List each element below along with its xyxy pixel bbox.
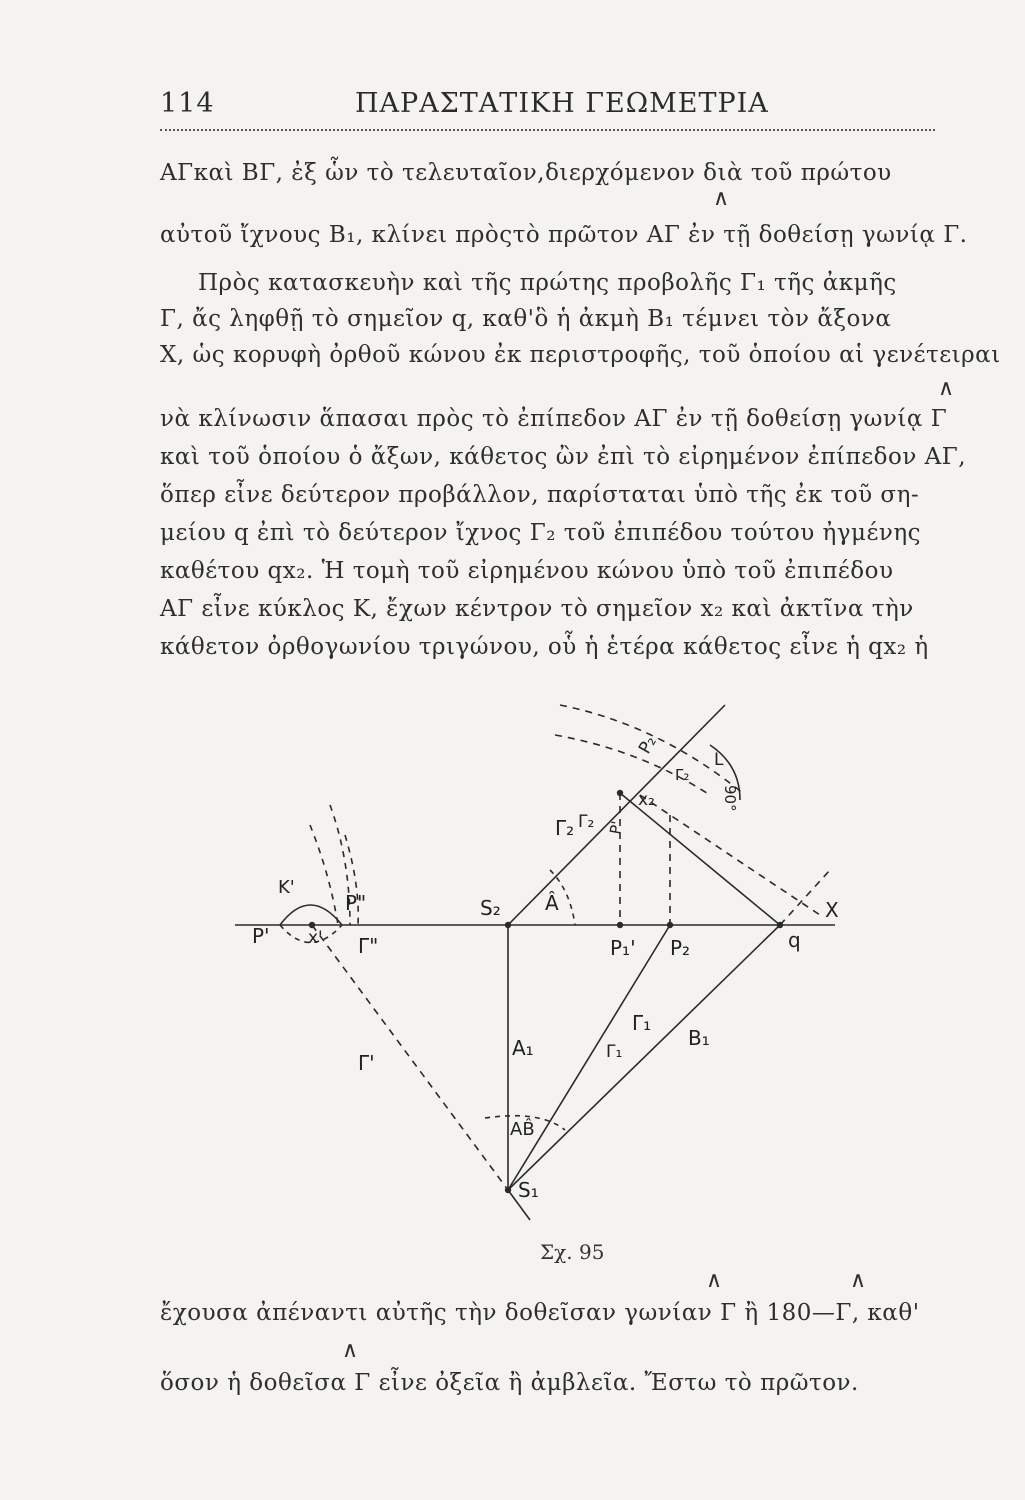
text-line: Γ, ἄς ληφθῇ τὸ σημεῖον q, καθ'ὃ ἡ ἀκμὴ Β₁ τέμνει τὸν ἄξονα xyxy=(160,306,892,332)
label-p-prime-small: P' xyxy=(606,819,627,836)
line-gamma-prime xyxy=(312,925,508,1190)
figure-drawing xyxy=(220,685,860,1230)
geometry-figure xyxy=(220,685,860,1230)
label-a1: A₁ xyxy=(512,1036,534,1060)
page-header xyxy=(160,88,935,122)
label-x: X xyxy=(825,898,839,922)
text-line: μείου q ἐπὶ τὸ δεύτερον ἴχνος Γ₂ τοῦ ἐπιπέδου τούτου ἠγμένης xyxy=(160,520,922,546)
header-divider xyxy=(160,129,935,131)
angle-hat-mark: ∧ xyxy=(342,1338,359,1363)
text-line: ἔχουσα ἀπέναντι αὐτῆς τὴν δοθεῖσαν γωνίαν Γ ἢ 180—Γ, καθ' xyxy=(160,1300,920,1326)
text-line: νὰ κλίνωσιν ἅπασαι πρὸς τὸ ἐπίπεδον ΑΓ ἐν τῇ δοθείσῃ γωνίᾳ Γ xyxy=(160,406,948,432)
label-b1: B₁ xyxy=(688,1026,710,1050)
label-p2: P₂ xyxy=(670,936,691,960)
label-x-prime: x' xyxy=(308,928,323,948)
line-dashed-q xyxy=(780,870,830,925)
point-p2 xyxy=(667,922,673,928)
text-line: κάθετον ὀρθογωνίου τριγώνου, οὗ ἡ ἑτέρα κάθετος εἶνε ἡ qx₂ ἡ xyxy=(160,634,929,660)
label-s1: S₁ xyxy=(518,1178,539,1202)
label-s2: S₂ xyxy=(480,896,501,920)
label-gamma2-small: Γ₂ xyxy=(578,812,595,832)
point-p1 xyxy=(617,922,623,928)
point-s2 xyxy=(505,922,511,928)
point-x2 xyxy=(617,790,623,796)
label-x2: x₂ xyxy=(638,790,655,810)
arc-left-outer xyxy=(310,825,338,925)
label-gamma2: Γ₂ xyxy=(555,816,575,840)
label-l: L xyxy=(714,750,724,770)
text-line: Χ, ὡς κορυφὴ ὀρθοῦ κώνου ἐκ περιστροφῆς, τοῦ ὁποίου αἱ γενέτειραι xyxy=(160,342,1001,368)
line-dashed-right xyxy=(640,795,820,915)
label-p2-top: P₂ xyxy=(635,732,661,758)
running-title: ΠΑΡΑΣΤΑΤΙΚΗ ΓΕΩΜΕΤΡΙΑ xyxy=(355,88,769,119)
label-k-prime: K' xyxy=(278,877,295,898)
label-q: q xyxy=(788,928,801,952)
page-number: 114 xyxy=(160,88,215,119)
text-line: ὅπερ εἶνε δεύτερον προβάλλον, παρίσταται ὑπὸ τῆς ἐκ τοῦ ση- xyxy=(160,482,920,508)
text-line: αὐτοῦ ἴχνους Β₁, κλίνει πρὸςτὸ πρῶτον ΑΓ ἐν τῇ δοθείσῃ γωνίᾳ Γ. xyxy=(160,222,968,248)
label-p-double: P" xyxy=(345,891,367,915)
label-90-degrees: 90° xyxy=(721,785,739,812)
label-gamma1-b: Γ₁ xyxy=(606,1042,623,1062)
line-cone-generator xyxy=(620,793,780,925)
label-ab-hat: AB̂ xyxy=(510,1119,535,1140)
figure-caption: Σχ. 95 xyxy=(540,1240,605,1264)
text-line: καθέτου qx₂. Ἡ τομὴ τοῦ εἰρημένου κώνου ὑπὸ τοῦ ἐπιπέδου xyxy=(160,558,894,584)
angle-hat-mark: ∧ xyxy=(706,1268,723,1293)
label-p1-prime: P₁' xyxy=(610,936,636,960)
angle-hat-mark: ∧ xyxy=(713,186,730,211)
label-gamma-dash: Γ₂ xyxy=(675,766,690,784)
text-line: καὶ τοῦ ὁποίου ὁ ἄξων, κάθετος ὢν ἐπὶ τὸ εἰρημένον ἐπίπεδον ΑΓ, xyxy=(160,444,967,470)
label-a-hat: Â xyxy=(545,891,559,915)
line-gamma2 xyxy=(508,705,725,925)
label-gamma-double: Γ" xyxy=(358,934,379,958)
point-q xyxy=(777,922,783,928)
label-gamma-prime: Γ' xyxy=(358,1051,375,1075)
line-b1 xyxy=(508,925,780,1190)
point-s1 xyxy=(505,1187,511,1193)
text-line: ὅσον ἡ δοθεῖσα Γ εἶνε ὀξεῖα ἢ ἀμβλεῖα. Ἔστω τὸ πρῶτον. xyxy=(160,1370,859,1396)
angle-hat-mark: ∧ xyxy=(938,376,955,401)
angle-hat-mark: ∧ xyxy=(850,1268,867,1293)
label-gamma1-a: Γ₁ xyxy=(632,1011,652,1035)
text-line: ΑΓκαὶ ΒΓ, ἐξ ὧν τὸ τελευταῖον,διερχόμενον διὰ τοῦ πρώτου xyxy=(160,160,892,186)
label-p-prime: P' xyxy=(252,924,270,948)
text-line: ΑΓ εἶνε κύκλος Κ, ἔχων κέντρον τὸ σημεῖον x₂ καὶ ἀκτῖνα τὴν xyxy=(160,596,914,622)
text-line: Πρὸς κατασκευὴν καὶ τῆς πρώτης προβολῆς Γ₁ τῆς ἀκμῆς xyxy=(198,270,897,296)
